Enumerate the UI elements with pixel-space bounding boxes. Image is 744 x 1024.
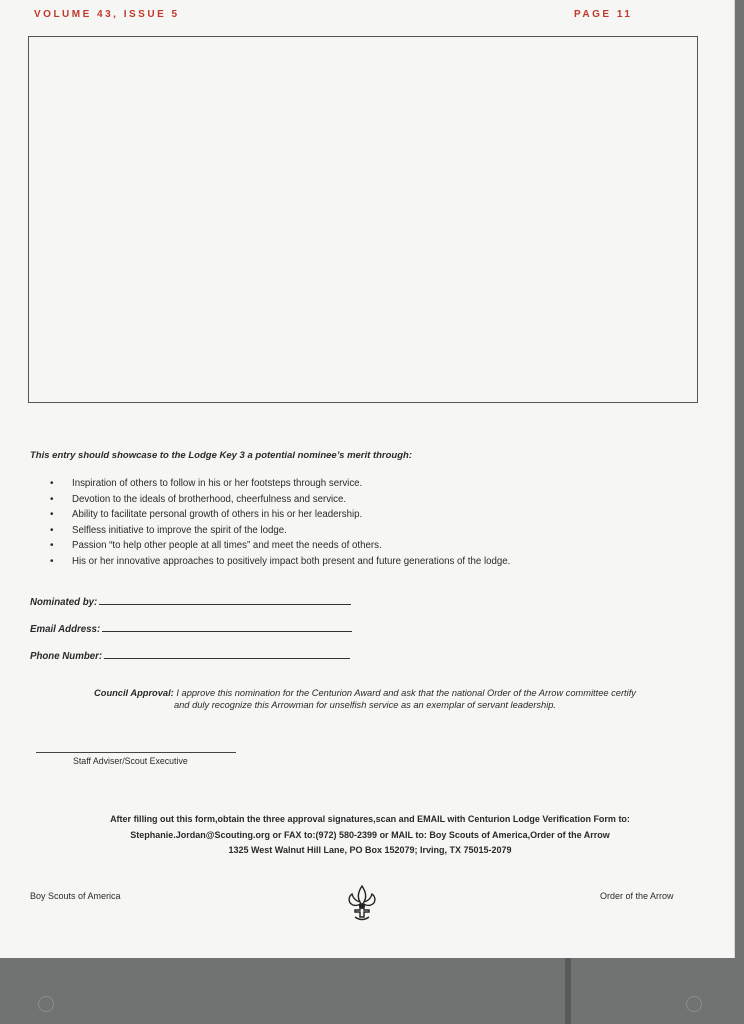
council-approval-label: Council Approval: bbox=[94, 688, 174, 698]
list-item: • His or her innovative approaches to positively impact both present and future generations of the lodge. bbox=[48, 554, 510, 570]
list-item: • Passion “to help other people at all times” and meet the needs of others. bbox=[48, 538, 510, 554]
entry-box[interactable] bbox=[28, 36, 698, 403]
email-input[interactable] bbox=[102, 621, 352, 632]
signature-line[interactable] bbox=[36, 752, 236, 753]
phone-input[interactable] bbox=[104, 648, 350, 659]
merit-list bbox=[48, 476, 510, 570]
council-approval-text-1: I approve this nomination for the Centurion Award and ask that the national Order of the Arrow committee certify bbox=[176, 688, 636, 698]
scanner-ring bbox=[38, 996, 54, 1012]
scanner-ring bbox=[686, 996, 702, 1012]
phone-field bbox=[30, 648, 350, 662]
instructions-line: 1325 West Walnut Hill Lane, PO Box 152079; Irving, TX 75015-2079 bbox=[228, 845, 512, 855]
list-item: • Ability to facilitate personal growth of others in his or her leadership. bbox=[48, 507, 510, 523]
email-label: Email Address: bbox=[30, 624, 101, 635]
nominated-by-input[interactable] bbox=[99, 594, 351, 605]
nominated-by-label: Nominated by: bbox=[30, 597, 98, 608]
list-item: • Selfless initiative to improve the spirit of the lodge. bbox=[48, 523, 510, 539]
instructions-line: Stephanie.Jordan@Scouting.org or FAX to:(972) 580-2399 or MAIL to: Boy Scouts of America,Order of the Arrow bbox=[130, 829, 610, 840]
nominated-by-field bbox=[30, 594, 351, 608]
intro-text: This entry should showcase to the Lodge Key 3 a potential nominee’s merit through: bbox=[30, 450, 412, 461]
submission-instructions bbox=[30, 812, 710, 859]
council-approval-text-2: and duly recognize this Arrowman for unselfish service as an exemplar of servant leadership. bbox=[173, 700, 557, 710]
instructions-line: After filling out this form,obtain the three approval signatures,scan and EMAIL with Centurion Lodge Verification Form to: bbox=[110, 814, 630, 824]
signature-label: Staff Adviser/Scout Executive bbox=[73, 756, 188, 766]
footer-oa: Order of the Arrow bbox=[600, 891, 674, 901]
list-item: • Devotion to the ideals of brotherhood, cheerfulness and service. bbox=[48, 492, 510, 508]
list-item: • Inspiration of others to follow in his or her footsteps through service. bbox=[48, 476, 510, 492]
phone-label: Phone Number: bbox=[30, 651, 103, 662]
council-approval bbox=[30, 687, 700, 711]
fleur-de-lis-icon bbox=[344, 884, 380, 924]
email-field bbox=[30, 621, 352, 635]
footer-bsa: Boy Scouts of America bbox=[30, 891, 121, 901]
page-number: PAGE 11 bbox=[574, 9, 633, 20]
volume-issue-header: VOLUME 43, ISSUE 5 bbox=[34, 9, 180, 20]
scanner-slot bbox=[565, 958, 571, 1024]
